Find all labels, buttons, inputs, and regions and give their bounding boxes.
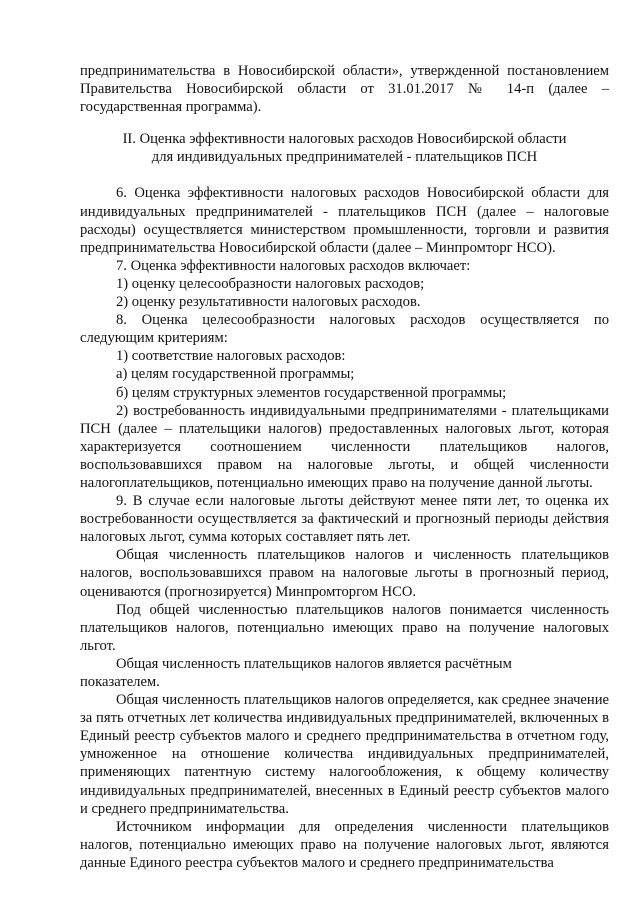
section-heading [80,130,609,166]
section-heading-line-2: для индивидуальных предпринимателей - плательщиков ПСН [151,149,538,166]
intro-paragraph: предпринимательства в Новосибирской области», утвержденной постановлением Правительства Новосибирской области от 31.01.2017 № 14-п (далее – государственная программа). [80,63,609,116]
paragraph-calculation: Общая численность плательщиков налогов определяется, как среднее значение за пять отчетных лет количества индивидуальных предпринимателей, включенных в Единый реестр субъектов малого и среднего предпринимательства в отчетном году, умноженное на отношение количества индивидуальных предпринимателей, применяющих патентную систему налогообложения, к общему количеству индивидуальных предпринимателей, внесенных в Единый реестр субъектов малого и среднего предпринимательства. [80,692,610,817]
paragraph-definition: Под общей численностью плательщиков налогов понимается численность плательщиков налогов, потенциально имеющих право на получение налоговых льгот. [80,601,609,654]
list-item-1: 1) оценку целесообразности налоговых расходов; [116,275,425,292]
paragraph-estimated: Общая численность плательщиков налогов является расчётным [116,655,512,672]
paragraph-8: 8. Оценка целесообразности налоговых расходов осуществляется по следующим критериям: [80,312,609,347]
criterion-1b: б) целям структурных элементов государственной программы; [116,384,507,401]
paragraph-6: 6. Оценка эффективности налоговых расходов Новосибирской области для индивидуальных предпринимателей - плательщиков ПСН (далее – налоговые расходы) осуществляется министерством промышленности, торговли и развития предпринимательства Новосибирской области (далее – Минпромторг НСО). [80,185,609,256]
document-page [80,62,609,872]
paragraph-estimated-continuation: показателем. [80,674,160,690]
paragraph-source: Источником информации для определения численности плательщиков налогов, потенциально имеющих право на получение налоговых льгот, являются данные Единого реестра субъектов малого и среднего предпринимательства [80,818,609,871]
criterion-1: 1) соответствие налоговых расходов: [116,348,346,365]
criterion-2: 2) востребованность индивидуальными предпринимателями - плательщиками ПСН (далее – плательщики налогов) предоставленных налоговых льгот, которая характеризуется соотношением численности плательщиков налогов, воспользовавшихся правом на налоговые льготы, и общей численности налогоплательщиков, потенциально имеющих право на получение данной льготы. [80,402,609,491]
section-heading-line-1: II. Оценка эффективности налоговых расходов Новосибирской области [122,131,567,148]
list-item-2: 2) оценку результативности налоговых расходов. [116,294,421,311]
criterion-1a: а) целям государственной программы; [116,366,355,383]
paragraph-9: 9. В случае если налоговые льготы действуют менее пяти лет, то оценка их востребованности осуществляется за фактический и прогнозный периоды действия налоговых льгот, сумма которых составляет пять лет. [80,493,609,546]
paragraph-forecast: Общая численность плательщиков налогов и численность плательщиков налогов, воспользовавшихся правом на налоговые льготы в прогнозный период, оцениваются (прогнозируется) Минпромторгом НСО. [80,547,609,600]
paragraph-7: 7. Оценка эффективности налоговых расходов включает: [116,257,471,274]
